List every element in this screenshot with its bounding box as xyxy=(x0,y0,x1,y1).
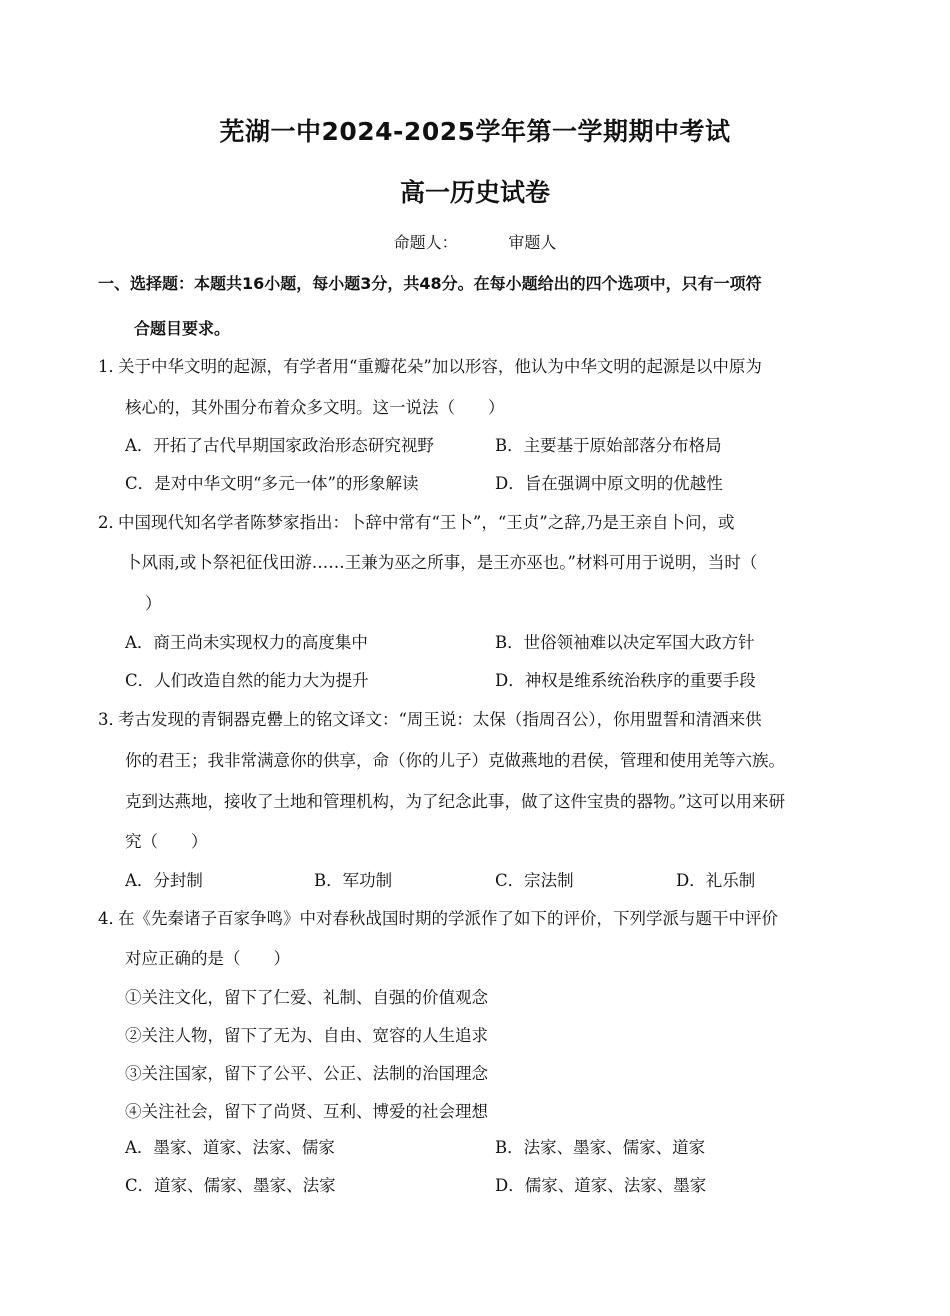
question-3-line2: 你的君王；我非常满意你的供享，命（你的儿子）克做燕地的君侯，管理和使用羌等六族。 xyxy=(125,751,785,770)
question-2-option-b: B．世俗领袖难以决定军国大政方针 xyxy=(495,633,755,652)
question-1-option-d: D．旨在强调中原文明的优越性 xyxy=(495,474,723,493)
question-3-option-b: B．军功制 xyxy=(314,871,393,890)
question-3-option-a: A．分封制 xyxy=(125,871,203,890)
question-stem: 在《先秦诸子百家争鸣》中对春秋战国时期的学派作了如下的评价，下列学派与题干中评价 xyxy=(118,909,778,928)
section-heading-line2: 合题目要求。 xyxy=(134,319,231,338)
question-4-item-3: ③关注国家，留下了公平、公正、法制的治国理念 xyxy=(125,1064,488,1083)
question-number: 2． xyxy=(98,513,125,532)
question-2-line3: ） xyxy=(145,594,162,613)
question-4-line1 xyxy=(98,905,778,929)
question-2-line2: 卜风雨,或卜祭祀征伐田游……王兼为巫之所事，是王亦巫也。”材料可用于说明，当时（ xyxy=(125,553,758,572)
question-1-option-a: A．开拓了古代早期国家政治形态研究视野 xyxy=(125,436,434,455)
question-3-line1 xyxy=(98,706,762,730)
authors-line: 命题人： 审题人 xyxy=(393,233,557,252)
question-1-option-c: C．是对中华文明“多元一体”的形象解读 xyxy=(125,474,419,493)
question-4-option-a: A．墨家、道家、法家、儒家 xyxy=(125,1138,335,1157)
question-4-option-c: C．道家、儒家、墨家、法家 xyxy=(125,1176,336,1195)
question-4-item-1: ①关注文化，留下了仁爱、礼制、自强的价值观念 xyxy=(125,988,488,1007)
question-1-line2: 核心的，其外围分布着众多文明。这一说法（ ） xyxy=(125,398,505,417)
question-stem: 考古发现的青铜器克罍上的铭文译文：“周王说：太保（指周召公），你用盟誓和清酒来供 xyxy=(118,710,762,729)
exam-title: 芜湖一中2024-2025学年第一学期期中考试 xyxy=(219,117,731,146)
question-4-item-2: ②关注人物，留下了无为、自由、宽容的人生追求 xyxy=(125,1026,488,1045)
question-4-item-4: ④关注社会，留下了尚贤、互利、博爱的社会理想 xyxy=(125,1102,488,1121)
question-number: 3． xyxy=(98,710,125,729)
question-2-option-a: A．商王尚未实现权力的高度集中 xyxy=(125,633,368,652)
question-3-option-d: D．礼乐制 xyxy=(676,871,756,890)
question-2-option-c: C．人们改造自然的能力大为提升 xyxy=(125,671,369,690)
question-4-line2: 对应正确的是（ ） xyxy=(125,949,290,968)
question-4-option-d: D．儒家、道家、法家、墨家 xyxy=(495,1176,707,1195)
exam-subtitle: 高一历史试卷 xyxy=(399,178,550,207)
question-1-option-b: B．主要基于原始部落分布格局 xyxy=(495,436,722,455)
section-heading-line1: 一、选择题：本题共16小题，每小题3分，共48分。在每小题给出的四个选项中，只有一项符 xyxy=(98,274,762,293)
question-3-option-c: C．宗法制 xyxy=(495,871,574,890)
question-1-line1 xyxy=(98,353,762,377)
question-3-line4: 究（ ） xyxy=(125,832,208,851)
question-4-option-b: B．法家、墨家、儒家、道家 xyxy=(495,1138,706,1157)
question-stem: 关于中华文明的起源，有学者用“重瓣花朵”加以形容，他认为中华文明的起源是以中原为 xyxy=(118,357,762,376)
question-number: 4． xyxy=(98,909,125,928)
question-2-line1 xyxy=(98,509,735,533)
question-3-line3: 克到达燕地，接收了土地和管理机构，为了纪念此事，做了这件宝贵的器物。”这可以用来研 xyxy=(125,792,786,811)
question-stem: 中国现代知名学者陈梦家指出：卜辞中常有“王卜”，“王贞”之辞,乃是王亲自卜问，或 xyxy=(118,513,735,532)
question-2-option-d: D．神权是维系统治秩序的重要手段 xyxy=(495,671,756,690)
question-number: 1． xyxy=(98,357,125,376)
